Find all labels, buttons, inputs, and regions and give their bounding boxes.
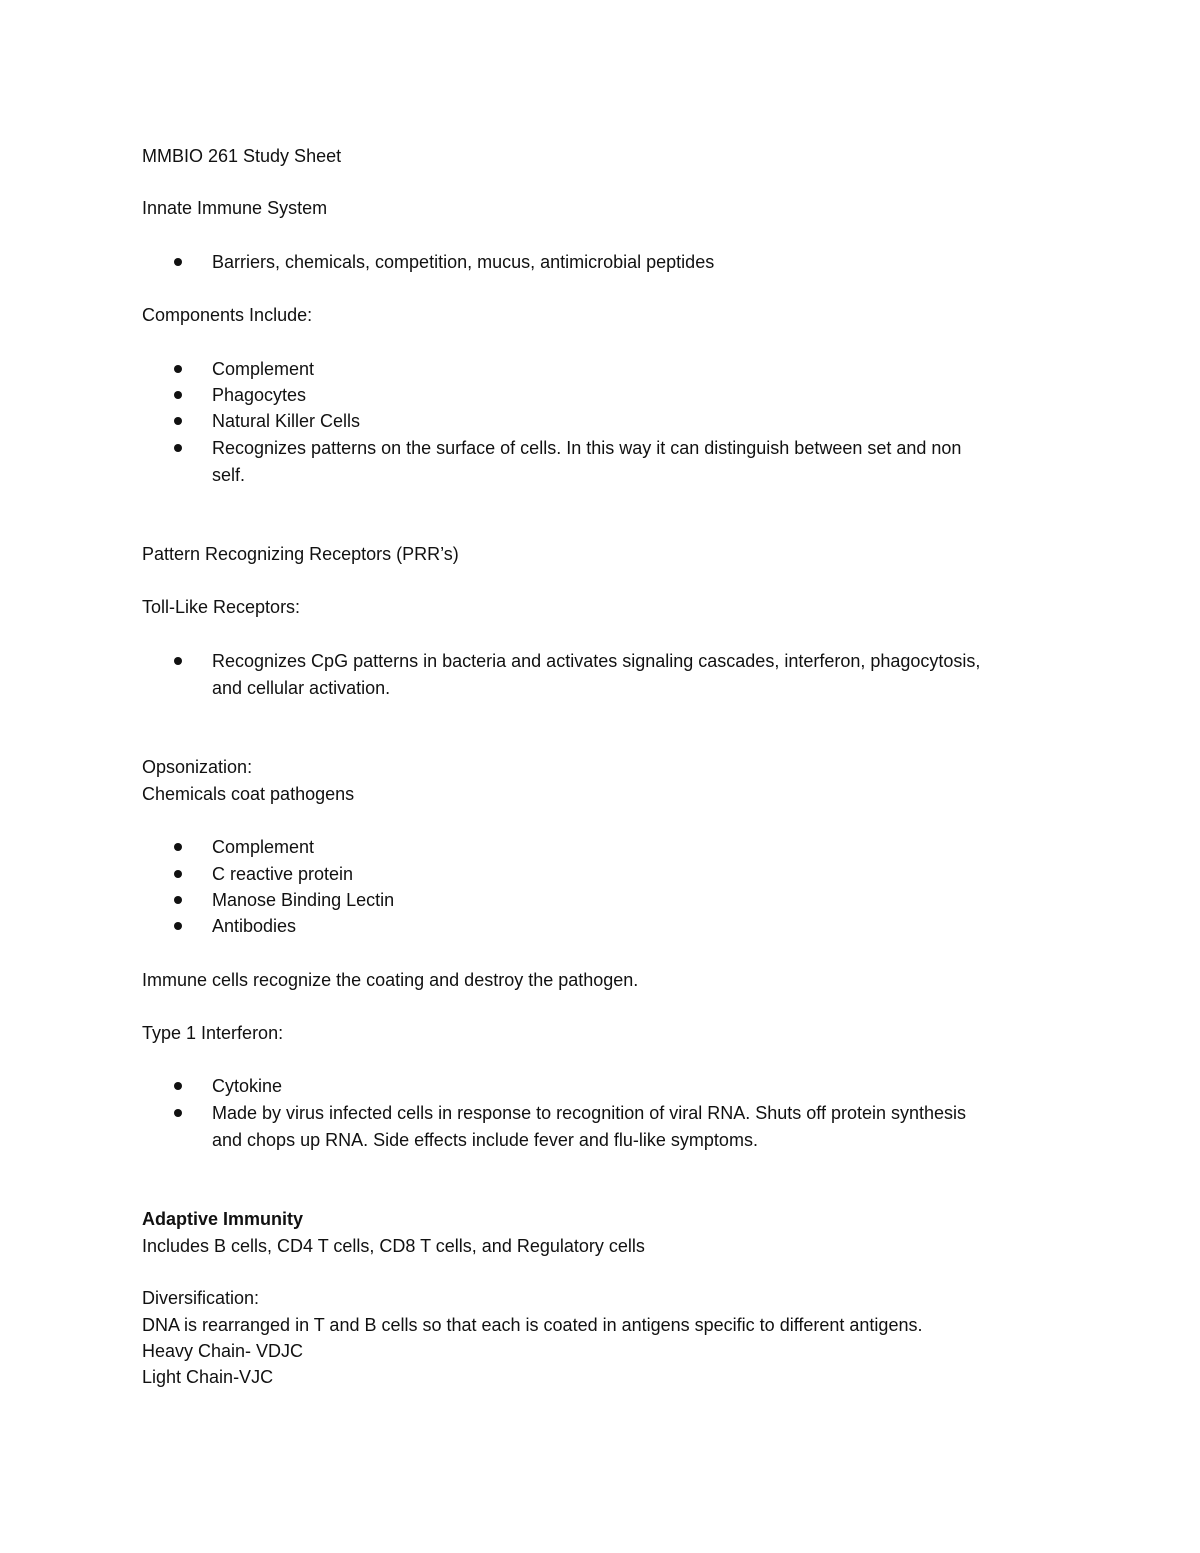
bullet-icon (174, 1082, 182, 1090)
diversification-heading: Diversification: (142, 1288, 260, 1308)
bullet-icon (174, 870, 182, 878)
opsonization-heading: Opsonization: (142, 757, 253, 777)
opsonization-summary: Immune cells recognize the coating and destroy the pathogen. (142, 970, 639, 990)
components-heading: Components Include: (142, 305, 313, 325)
list-item: Phagocytes (212, 385, 307, 405)
diversification-line: DNA is rearranged in T and B cells so that each is coated in antigens specific to different antigens. (142, 1315, 923, 1335)
adaptive-heading: Adaptive Immunity (142, 1209, 304, 1229)
innate-heading: Innate Immune System (142, 198, 328, 218)
bullet-icon (174, 258, 182, 266)
list-item: Made by virus infected cells in response to recognition of viral RNA. Shuts off protein synthesis (212, 1103, 967, 1123)
bullet-icon (174, 843, 182, 851)
bullet-icon (174, 444, 182, 452)
list-item: C reactive protein (212, 864, 354, 884)
list-item-continuation: self. (212, 465, 246, 485)
list-item-continuation: and chops up RNA. Side effects include fever and flu-like symptoms. (212, 1130, 758, 1150)
bullet-icon (174, 1109, 182, 1117)
list-item: Recognizes CpG patterns in bacteria and activates signaling cascades, interferon, phagocytosis, (212, 651, 981, 671)
document-title: MMBIO 261 Study Sheet (142, 146, 342, 166)
list-item: Barriers, chemicals, competition, mucus, antimicrobial peptides (212, 252, 715, 272)
bullet-icon (174, 896, 182, 904)
diversification-line: Heavy Chain- VDJC (142, 1341, 304, 1361)
bullet-icon (174, 391, 182, 399)
toll-heading: Toll-Like Receptors: (142, 597, 301, 617)
opsonization-subheading: Chemicals coat pathogens (142, 784, 355, 804)
bullet-icon (174, 365, 182, 373)
list-item: Cytokine (212, 1076, 283, 1096)
diversification-line: Light Chain-VJC (142, 1367, 274, 1387)
bullet-icon (174, 922, 182, 930)
list-item: Antibodies (212, 916, 297, 936)
bullet-icon (174, 657, 182, 665)
adaptive-description: Includes B cells, CD4 T cells, CD8 T cells, and Regulatory cells (142, 1236, 645, 1256)
list-item: Manose Binding Lectin (212, 890, 395, 910)
prr-heading: Pattern Recognizing Receptors (PRR’s) (142, 544, 459, 564)
bullet-icon (174, 417, 182, 425)
list-item: Recognizes patterns on the surface of cells. In this way it can distinguish between set and non (212, 438, 962, 458)
list-item: Complement (212, 837, 315, 857)
list-item: Complement (212, 359, 315, 379)
interferon-heading: Type 1 Interferon: (142, 1023, 284, 1043)
list-item: Natural Killer Cells (212, 411, 361, 431)
list-item-continuation: and cellular activation. (212, 678, 391, 698)
